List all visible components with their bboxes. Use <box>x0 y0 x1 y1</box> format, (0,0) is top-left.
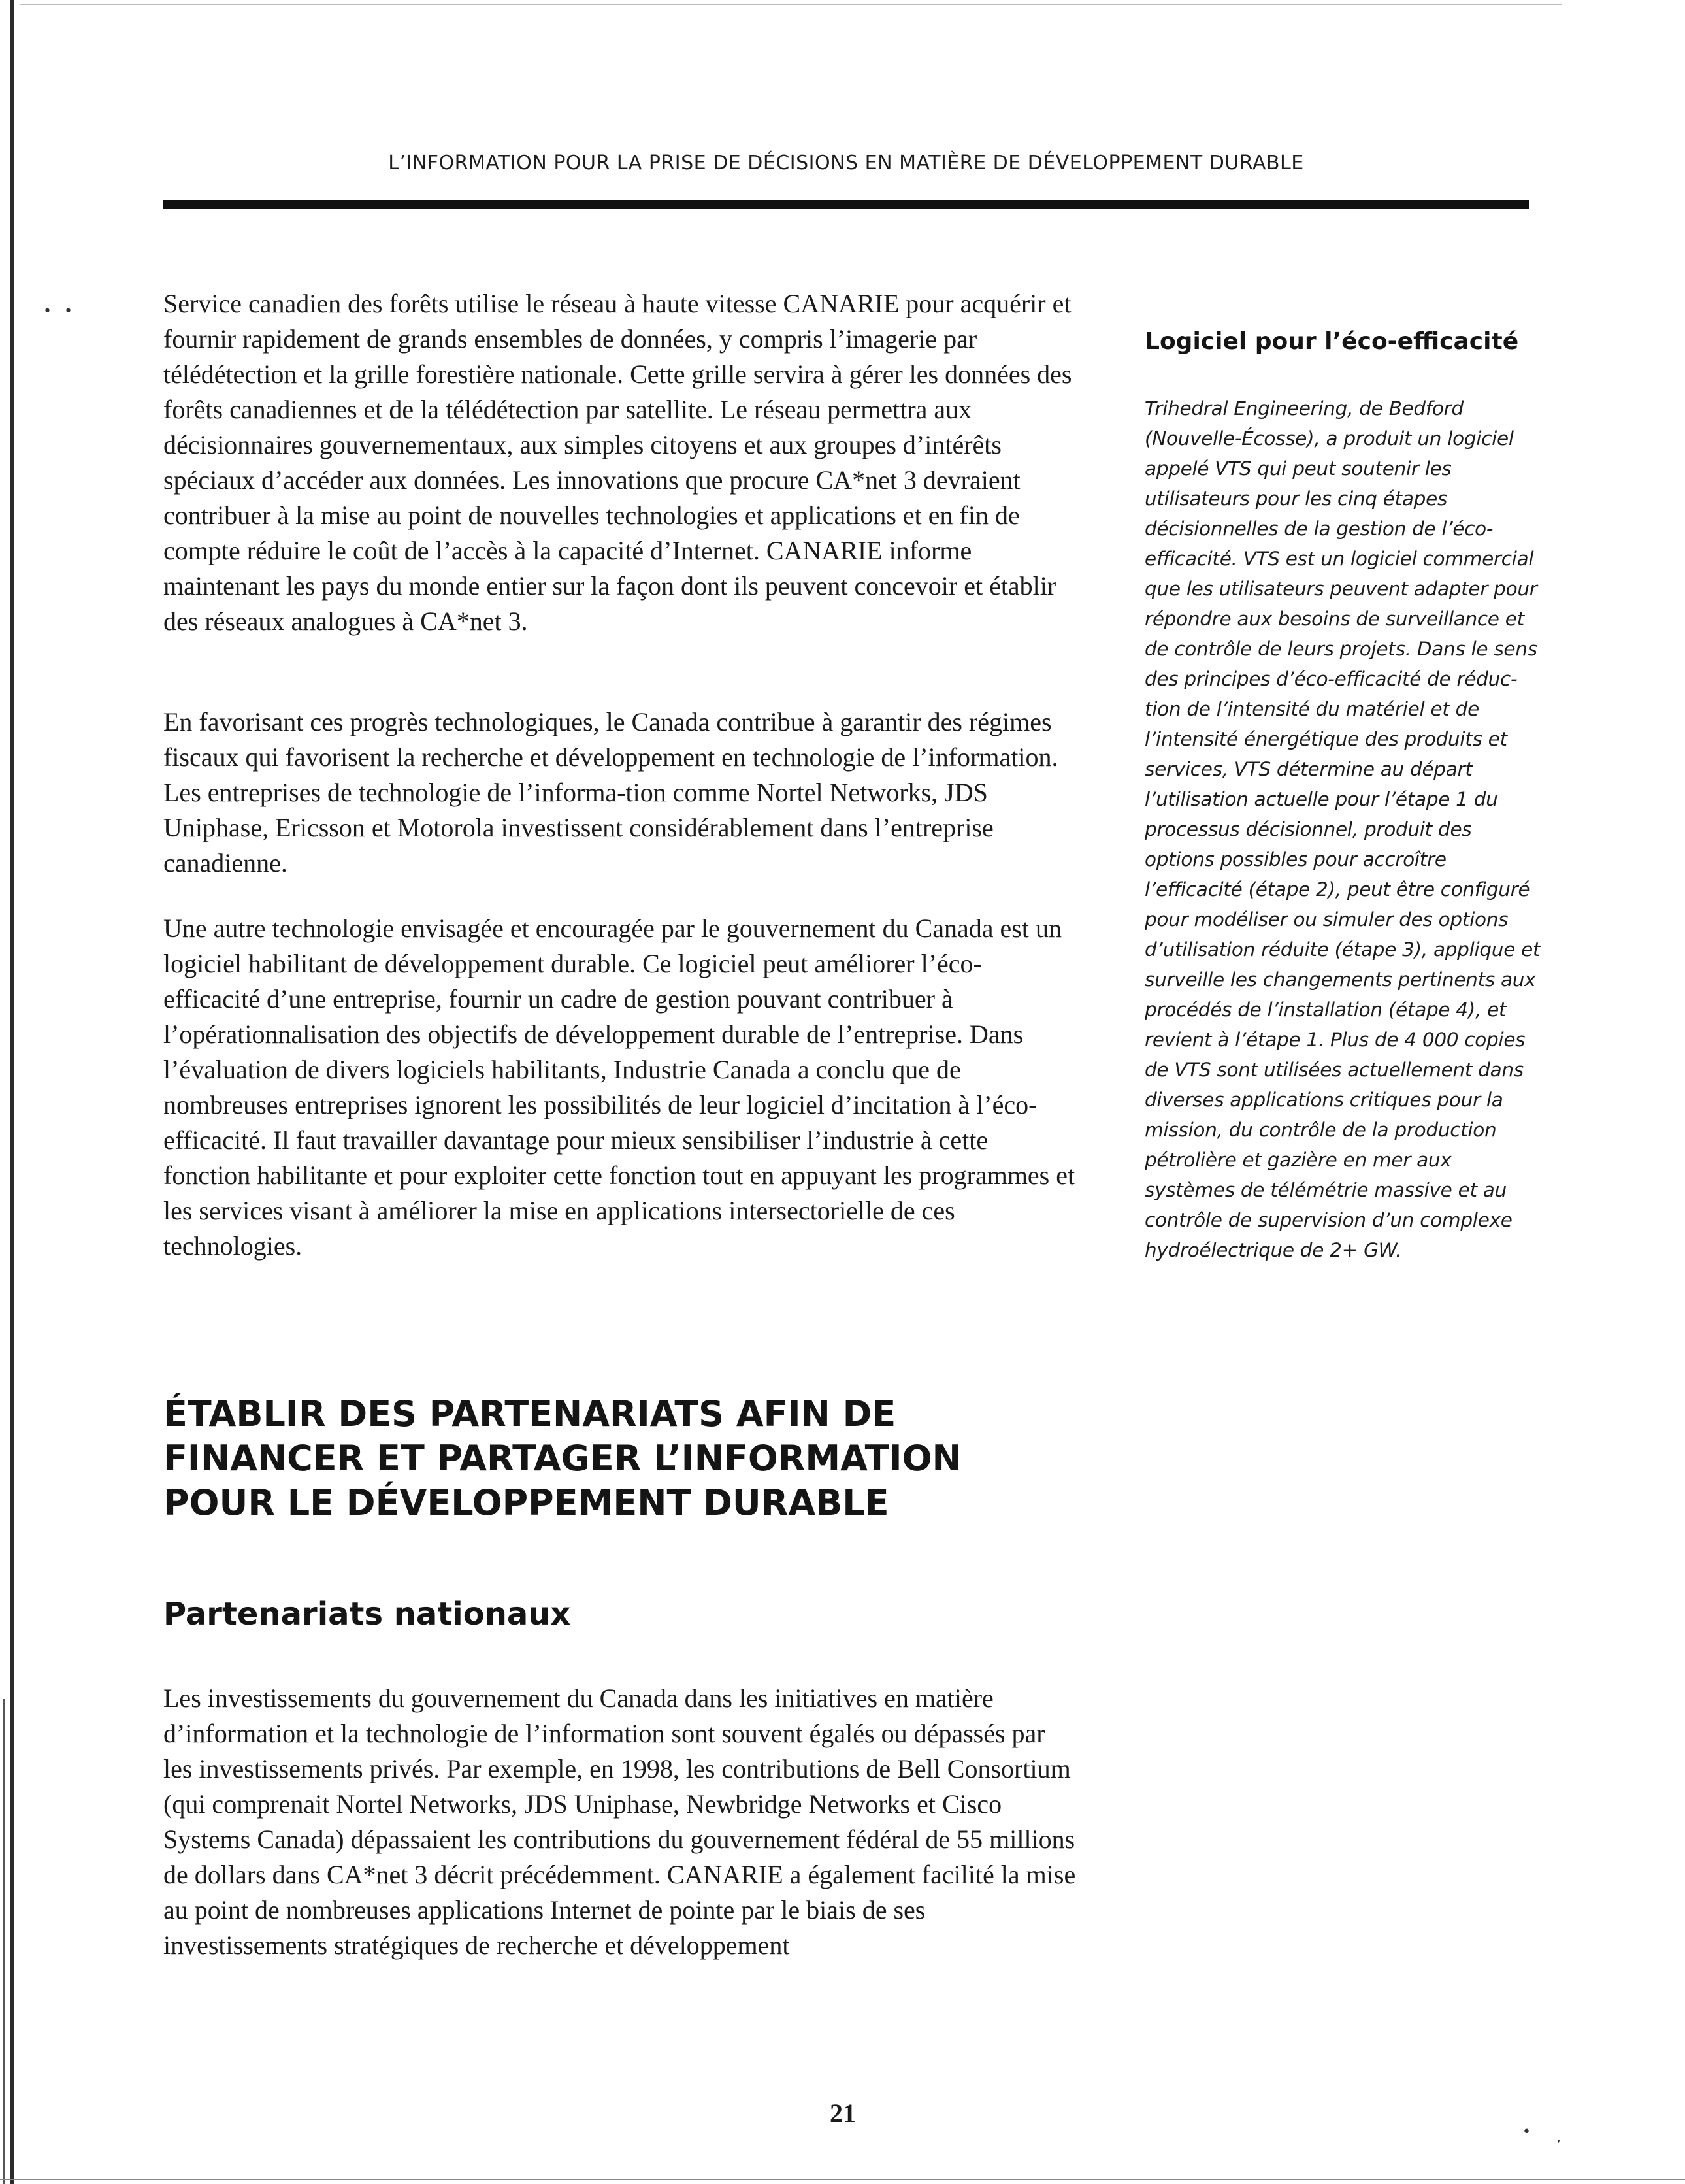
body-paragraph <box>163 704 1078 881</box>
paragraph-text: Les investissements du gouvernement du Canada dans les initiatives en matière d’information et la technologie de l’information sont souvent égalés ou dépassés par les investissements privés. Par exemple, en 1998, les contributions de Bell Consortium (qui comprenait Nortel Networks, JDS Uniphase, Newbridge Networks et Cisco Systems Canada) dépassaient les contributions du gouvernement fédéral de 55 millions de dollars dans CA*net 3 décrit précédemment. CANARIE a également facilité la mise au point de nombreuses applications Internet de pointe par le biais de ses investissements stratégiques de recherche et développement <box>163 1683 1076 1960</box>
scan-edge-bottom <box>0 2179 1685 2180</box>
section-title: ÉTABLIR DES PARTENARIATS AFIN DE FINANCER ET PARTAGER L’INFORMATION POUR LE DÉVELOPPEMENT DURABLE <box>163 1393 962 1523</box>
scan-edge-left <box>10 0 14 2184</box>
paragraph-text: Service canadien des forêts utilise le réseau à haute vitesse CANARIE pour acquérir et fournir rapidement de grands ensembles de données, y compris l’imagerie par télédétection et la grille forestière nationale. Cette grille servira à gérer les données des forêts canadiennes et de la télédétection par satellite. Le réseau permettra aux décisionnaires gouvernementaux, aux simples citoyens et aux groupes d’intérêts spéciaux d’accéder aux données. Les innovations que procure CA*net 3 devraient contribuer à la mise au point de nouvelles technologies et applications et en fin de compte réduire le coût de l’accès à la capacité d’Internet. CANARIE informe maintenant les pays du monde entier sur la façon dont ils peuvent concevoir et établir des réseaux analogues à CA*net 3. <box>163 289 1072 636</box>
page-number: 21 <box>830 2098 856 2128</box>
scan-edge-top <box>20 4 1562 5</box>
scan-speck-dots: • • <box>43 303 76 320</box>
paragraph-text: Une autre technologie envisagée et encouragée par le gouvernement du Canada est un logiciel habilitant de développement durable. Ce logiciel peut améliorer l’éco-efficacité d’une entreprise, fournir un cadre de gestion pouvant contribuer à l’opérationnalisation des objectifs de développement durable de l’entreprise. Dans l’évaluation de divers logiciels habilitants, Industrie Canada a conclu que de nombreuses entreprises ignorent les possibilités de leur logiciel d’incitation à l’éco-efficacité. Il faut travailler davantage pour mieux sensibiliser l’industrie à cette fonction habilitante et pour exploiter cette fonction tout en appuyant les programmes et les services visant à améliorer la mise en applications intersectorielle de ces technologies. <box>163 914 1075 1261</box>
subsection-title: Partenariats nationaux <box>163 1596 571 1632</box>
body-paragraph <box>163 286 1078 639</box>
scan-edge-left-lower <box>3 1699 5 2184</box>
header-rule <box>163 200 1529 209</box>
running-head: L’INFORMATION POUR LA PRISE DE DÉCISIONS EN MATIÈRE DE DÉVELOPPEMENT DURABLE <box>388 152 1304 174</box>
paragraph-text: En favorisant ces progrès technologiques, le Canada contribue à garantir des régimes fiscaux qui favorisent la recherche et développement en technologie de l’information. Les entreprises de technologie de l’informa-tion comme Nortel Networks, JDS Uniphase, Ericsson et Motorola investissent considérablement dans l’entreprise canadienne. <box>163 707 1058 878</box>
body-paragraph <box>163 911 1078 1264</box>
scan-speck: • <box>1522 2124 1531 2140</box>
sidebar-text: Trihedral Engineering, de Bedford (Nouvelle-Écosse), a produit un logiciel appelé VTS qui peut soutenir les utilisateurs pour les cinq étapes décisionnelles de la gestion de l’éco-efficacité. VTS est un logiciel commercial que les utilisateurs peuvent adapter pour répondre aux besoins de surveillance et de contrôle de leurs projets. Dans le sens des principes d’éco-efficacité de réduc-tion de l’intensité du matériel et de l’intensité énergétique des produits et services, VTS détermine au départ l’utilisation actuelle pour l’étape 1 du processus décisionnel, produit des options possibles pour accroître l’efficacité (étape 2), peut être configuré pour modéliser ou simuler des options d’utilisation réduite (étape 3), applique et surveille les changements pertinents aux procédés de l’installation (étape 4), et revient à l’étape 1. Plus de 4 000 copies de VTS sont utilisées actuellement dans diverses applications critiques pour la mission, du contrôle de la production pétrolière et gazière en mer aux systèmes de télémétrie massive et au contrôle de supervision d’un complexe hydroélectrique de 2+ GW. <box>1145 397 1541 1261</box>
sidebar-title: Logiciel pour l’éco-efficacité <box>1145 328 1519 355</box>
scan-speck: , <box>1556 2129 1561 2145</box>
body-paragraph <box>163 1681 1078 1963</box>
